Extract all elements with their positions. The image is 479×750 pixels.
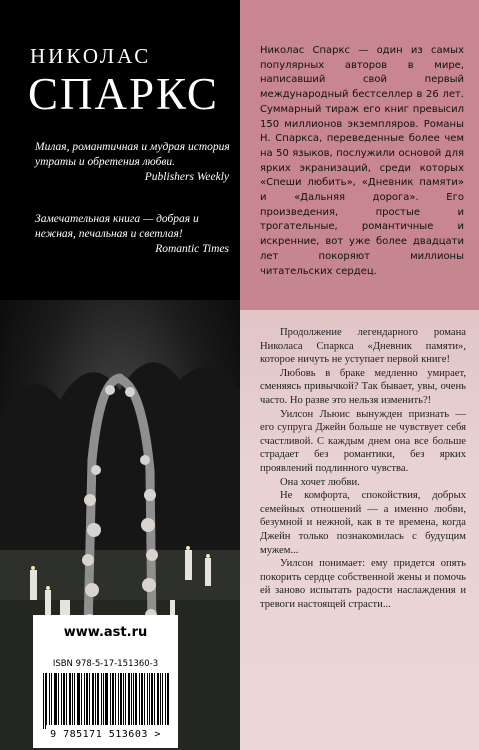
- barcode-bar: [115, 673, 116, 725]
- barcode-bar: [93, 673, 94, 725]
- barcode-bar: [158, 673, 159, 725]
- barcode-bar: [121, 673, 122, 725]
- barcode-image: [41, 673, 170, 729]
- barcode-bar: [56, 673, 57, 725]
- barcode-bar: [79, 673, 80, 725]
- barcode-bar: [151, 673, 152, 725]
- barcode-bar: [144, 673, 145, 725]
- barcode-bar: [123, 673, 124, 725]
- barcode-bar: [110, 673, 111, 725]
- barcode-bar: [45, 673, 46, 729]
- author-last-name: СПАРКС: [28, 69, 219, 119]
- barcode-bar: [97, 673, 98, 725]
- barcode-bar: [106, 673, 107, 725]
- barcode-bar: [165, 673, 166, 725]
- quote-text: Милая, романтичная и мудрая история утраты и обретения любви.: [35, 141, 230, 168]
- barcode-bar: [78, 673, 79, 725]
- barcode-bar: [162, 673, 163, 725]
- quote-source: Publishers Weekly: [144, 171, 229, 183]
- barcode-bar: [112, 673, 113, 725]
- barcode-bar: [64, 673, 65, 725]
- barcode-bar: [77, 673, 78, 725]
- barcode-digits: 9 785171 513603 >: [50, 729, 161, 740]
- barcode-bar: [95, 673, 96, 725]
- barcode-bar: [69, 673, 70, 725]
- barcode-bar: [125, 673, 126, 725]
- quote-text: Замечательная книга — добрая и нежная, печальная и светлая!: [35, 213, 199, 240]
- barcode-bar: [66, 673, 67, 725]
- description-paragraph: Продолжение легендарного романа Николаса Спаркса «Дневник памяти», которое ничуть не уступает первой книге!: [260, 327, 466, 366]
- quote-source: Romantic Times: [155, 243, 229, 255]
- barcode-bar: [147, 673, 148, 725]
- barcode-bar: [160, 673, 161, 725]
- barcode-bar: [135, 673, 136, 725]
- barcode-bar: [49, 673, 50, 725]
- barcode-bar: [113, 673, 114, 725]
- barcode-bar: [101, 673, 102, 725]
- description-paragraph: Уилсон Льюис вынужден признать — его супруга Джейн больше не чувствует себя счастливой. С каждым днем она все больше страдает без романтики, без ярких проявлений подлинного чувства.: [260, 408, 466, 474]
- barcode-bar: [133, 673, 134, 725]
- barcode-bar: [103, 673, 104, 725]
- barcode-bar: [54, 673, 55, 725]
- barcode-bar: [81, 673, 82, 725]
- description-paragraph: Она хочет любви.: [280, 476, 360, 488]
- barcode-bar: [72, 673, 73, 725]
- barcode-bar: [157, 673, 158, 725]
- barcode-bar: [168, 673, 169, 725]
- barcode-bar: [128, 673, 129, 725]
- barcode-bar: [92, 673, 93, 725]
- barcode-bar: [154, 673, 155, 725]
- barcode-bar: [58, 673, 59, 725]
- barcode-bar: [74, 673, 75, 725]
- publisher-url: www.ast.ru: [63, 625, 148, 640]
- author-bio: Николас Спаркс — один из самых популярных авторов в мире, написавший свой первый международный бестселлер в 26 лет. Суммарный тираж его книг превысил 150 миллионов экземпляров. Романы Н. Спаркса, переведенные более чем на 50 языков, послужили основой для ярких экранизаций, среди которых «Спеши любить», «Дневник памяти» и «Дальняя дорога». Его произведения, простые и трогательные, романтичные и искренние, вот уже более двадцати лет покоряют миллионы читательских сердец.: [260, 45, 464, 277]
- barcode-bar: [87, 673, 88, 725]
- barcode-block: [33, 615, 178, 748]
- barcode-bar: [86, 673, 87, 725]
- book-description: [260, 326, 466, 611]
- isbn-label: ISBN 978-5-17-151360-3: [52, 659, 159, 669]
- barcode-bar: [70, 673, 71, 725]
- barcode-bar: [142, 673, 143, 725]
- barcode-bar: [136, 673, 137, 725]
- barcode-bar: [46, 673, 47, 725]
- description-paragraph: Любовь в браке медленно умирает, сменяясь привычкой? Так бывает, увы, очень часто. Но разве это нельзя изменить?!: [260, 367, 466, 406]
- barcode-bar: [51, 673, 52, 725]
- description-paragraph: Уилсон понимает: ему придется опять покорить сердце собственной жены и помочь ей заново испытать радости наслаждения и тревоги настоящей страсти...: [260, 558, 466, 610]
- barcode-bar: [149, 673, 150, 725]
- review-quote-1: [35, 140, 235, 185]
- barcode-bar: [43, 673, 44, 729]
- right-panel: [240, 0, 479, 750]
- barcode-bar: [98, 673, 99, 725]
- barcode-bar: [84, 673, 85, 725]
- barcode-bar: [141, 673, 142, 725]
- review-quote-2: [35, 212, 235, 257]
- barcode-bar: [61, 673, 62, 725]
- barcode-bar: [152, 673, 153, 725]
- barcode-bar: [131, 673, 132, 725]
- barcode-bar: [120, 673, 121, 725]
- barcode-bar: [118, 673, 119, 725]
- barcode-bar: [63, 673, 64, 725]
- description-paragraph: Не комфорта, спокойствия, добрых семейных отношений — а именно любви, безумной и нежной, как в те времена, когда Джейн только познакомилась с будущим мужем...: [260, 490, 466, 556]
- barcode-bar: [129, 673, 130, 725]
- barcode-bar: [107, 673, 108, 725]
- barcode-bar: [55, 673, 56, 725]
- barcode-bar: [89, 673, 90, 725]
- barcode-bar: [139, 673, 140, 725]
- author-first-name: НИКОЛАС: [30, 44, 152, 68]
- barcode-bar: [167, 673, 168, 725]
- barcode-bar: [105, 673, 106, 725]
